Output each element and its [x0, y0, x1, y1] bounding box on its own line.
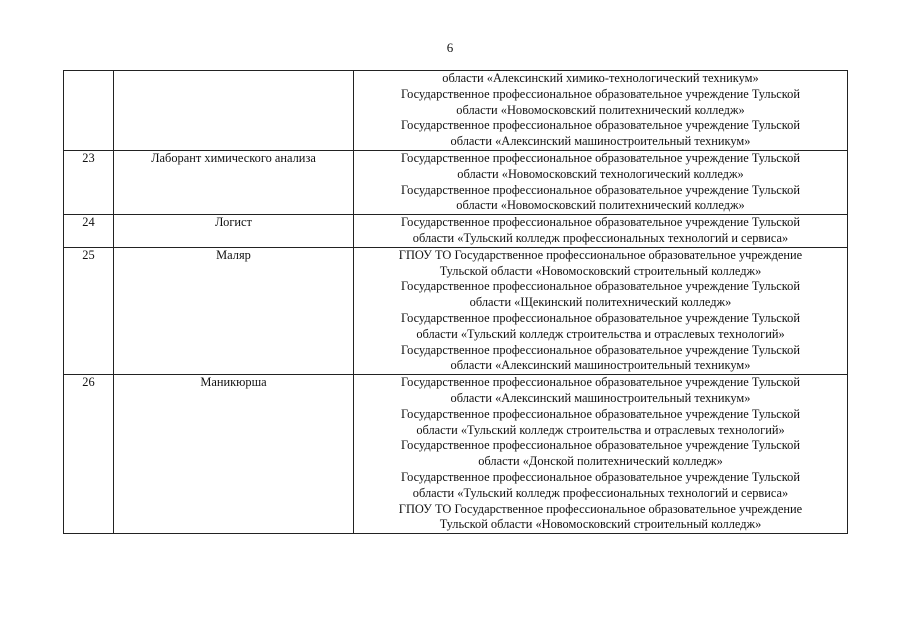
institution-line: области «Алексинский машиностроительный техникум» [450, 390, 751, 405]
institutions-cell [354, 150, 848, 214]
table-row [64, 150, 848, 214]
institution-line: области «Алексинский машиностроительный техникум» [450, 134, 751, 149]
institutions-table [63, 70, 848, 534]
institutions-cell [354, 375, 848, 534]
profession-name: Маникюрша [114, 375, 354, 534]
institution-line: ГПОУ ТО Государственное профессиональное образовательное учреждение [398, 501, 803, 516]
institution-line: области «Тульский колледж строительства и отраслевых технологий» [416, 326, 785, 341]
profession-name: Лаборант химического анализа [114, 150, 354, 214]
profession-name: Маляр [114, 247, 354, 374]
row-number: 23 [64, 150, 114, 214]
institution-line: Государственное профессиональное образовательное учреждение Тульской [401, 310, 800, 325]
institutions-cell [354, 215, 848, 248]
institutions-cell [354, 247, 848, 374]
institution-line: области «Алексинский химико-технологический техникум» [442, 71, 759, 85]
table-row [64, 247, 848, 374]
institution-line: ГПОУ ТО Государственное профессиональное образовательное учреждение [398, 247, 803, 262]
institutions-cell [354, 71, 848, 151]
table-row [64, 215, 848, 248]
row-number: 24 [64, 215, 114, 248]
row-number: 26 [64, 375, 114, 534]
institution-line: области «Щекинский политехнический колледж» [469, 295, 732, 310]
institution-line: области «Тульский колледж профессиональных технологий и сервиса» [412, 485, 789, 500]
institution-line: Государственное профессиональное образовательное учреждение Тульской [401, 406, 800, 421]
institution-line: Государственное профессиональное образовательное учреждение Тульской [401, 342, 800, 357]
institution-line: Государственное профессиональное образовательное учреждение Тульской [401, 215, 800, 230]
institution-line: Тульской области «Новомосковский строительный колледж» [439, 517, 762, 532]
institution-line: Государственное профессиональное образовательное учреждение Тульской [401, 469, 800, 484]
row-number: 25 [64, 247, 114, 374]
institution-line: области «Тульский колледж профессиональных технологий и сервиса» [412, 230, 789, 245]
institution-line: области «Донской политехнический колледж» [478, 454, 723, 469]
institution-line: Тульской области «Новомосковский строительный колледж» [439, 263, 762, 278]
row-number [64, 71, 114, 151]
profession-name [114, 71, 354, 151]
profession-name: Логист [114, 215, 354, 248]
institution-line: Государственное профессиональное образовательное учреждение Тульской [401, 150, 800, 165]
institution-line: Государственное профессиональное образовательное учреждение Тульской [401, 182, 800, 197]
institution-line: Государственное профессиональное образовательное учреждение Тульской [401, 118, 800, 133]
institution-line: области «Алексинский машиностроительный техникум» [450, 358, 751, 373]
table-row [64, 375, 848, 534]
institution-line: области «Новомосковский технологический колледж» [457, 166, 744, 181]
page-number: 6 [446, 40, 454, 55]
institution-line: области «Новомосковский политехнический колледж» [456, 198, 745, 213]
institution-line: Государственное профессиональное образовательное учреждение Тульской [401, 279, 800, 294]
institution-line: Государственное профессиональное образовательное учреждение Тульской [401, 86, 800, 101]
institution-line: области «Тульский колледж строительства и отраслевых технологий» [416, 422, 785, 437]
institution-line: области «Новомосковский политехнический колледж» [456, 102, 745, 117]
institution-line: Государственное профессиональное образовательное учреждение Тульской [401, 438, 800, 453]
institution-line: Государственное профессиональное образовательное учреждение Тульской [401, 375, 800, 390]
table-row [64, 71, 848, 151]
